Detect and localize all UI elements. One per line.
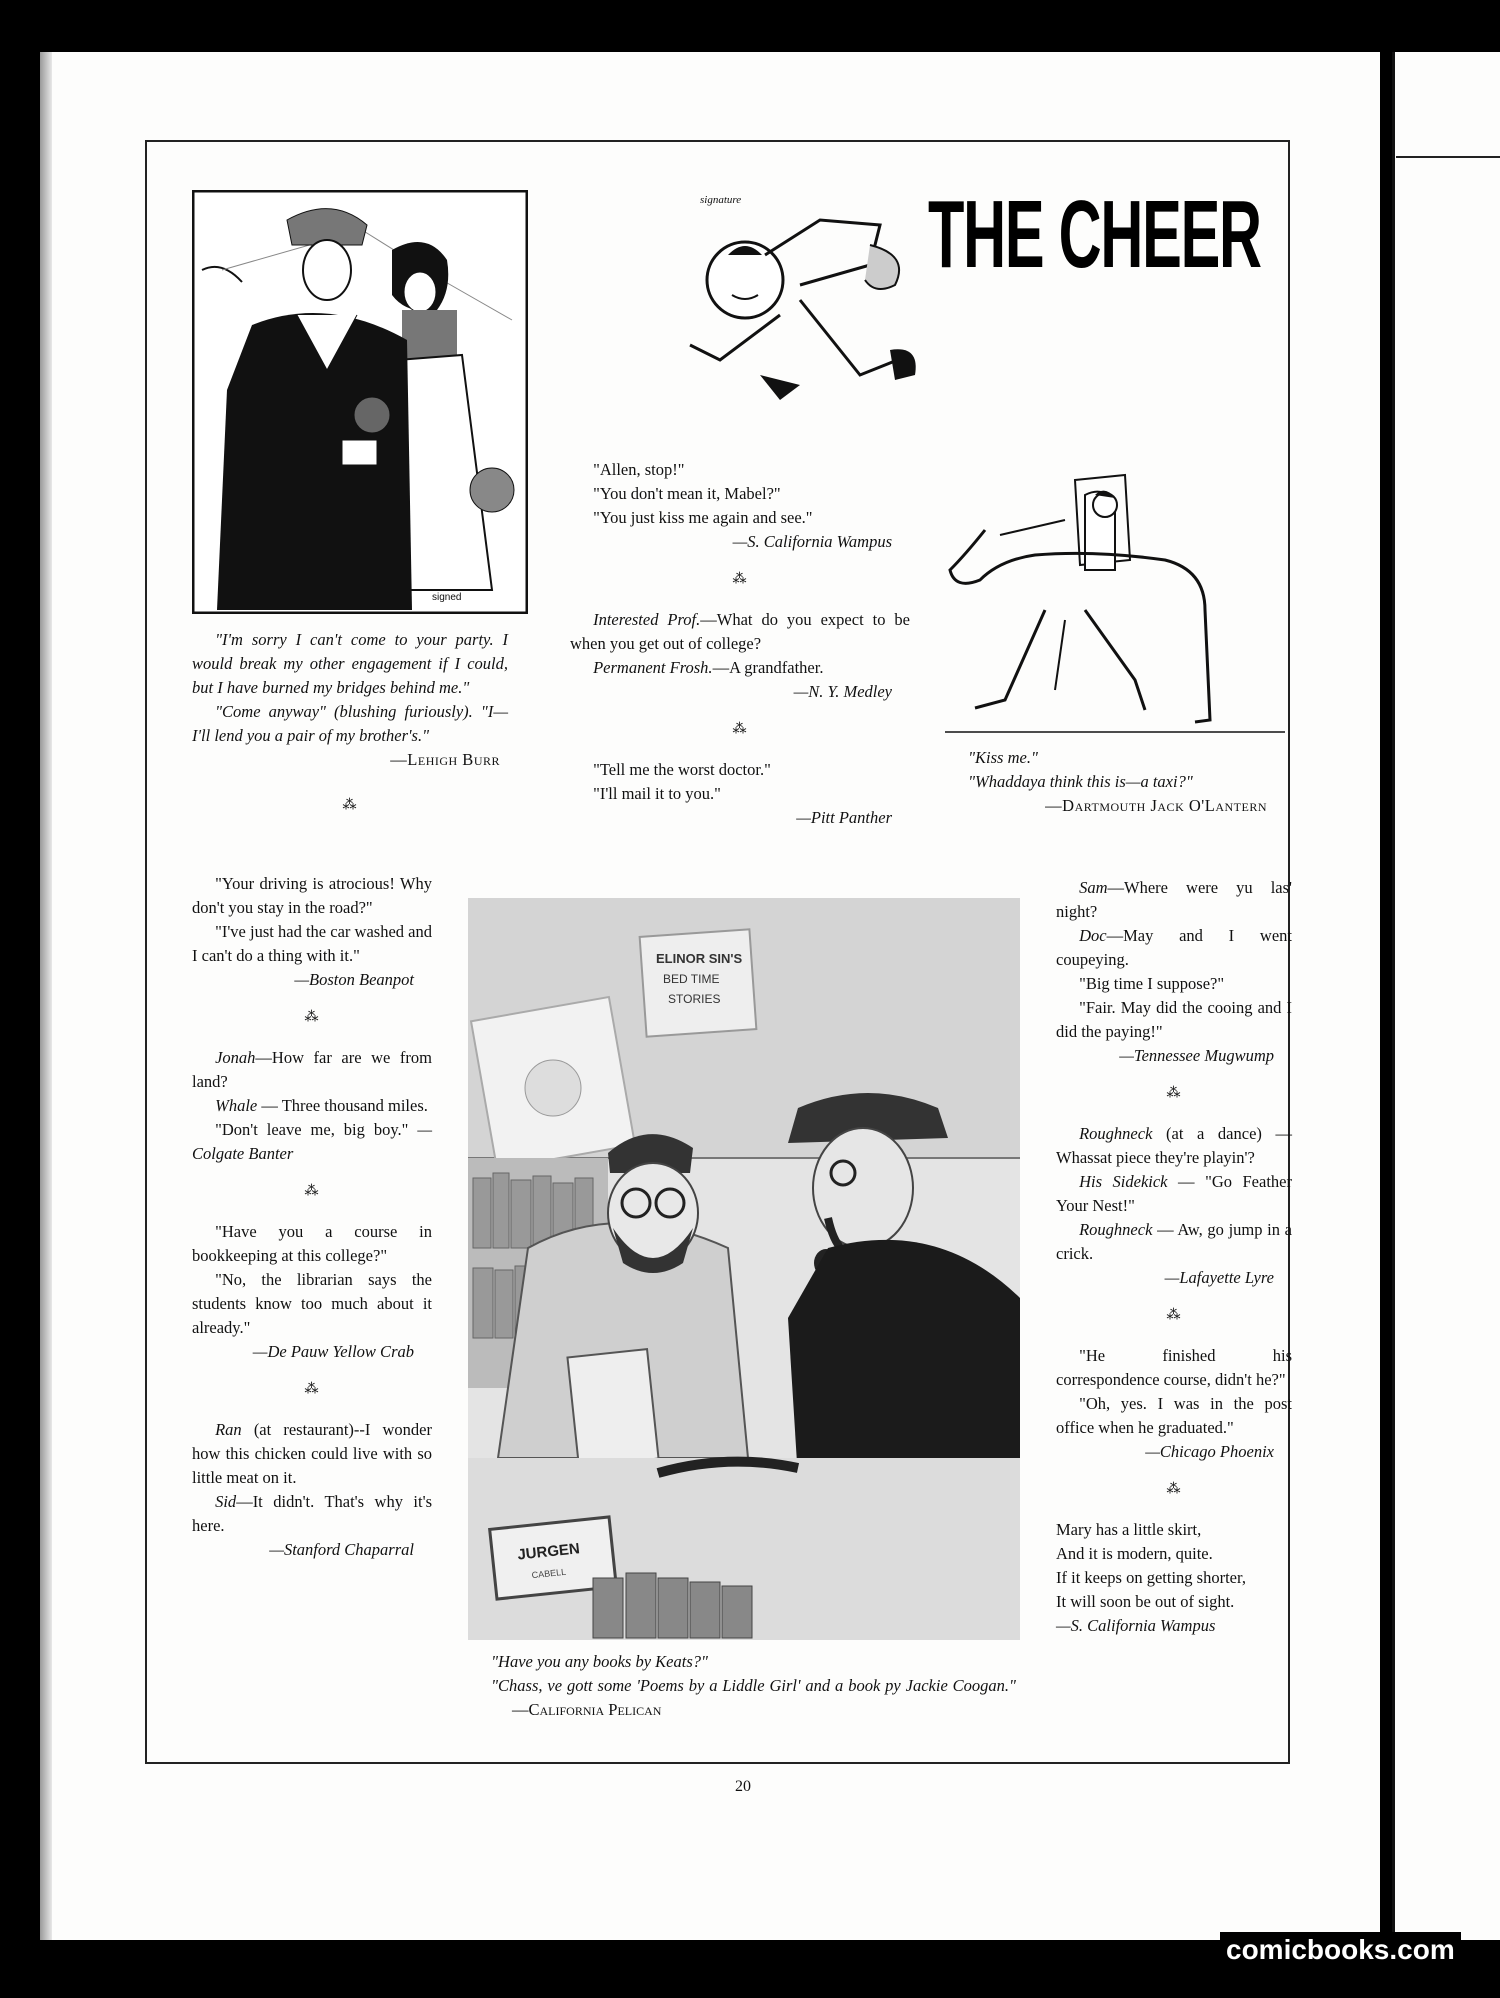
joke-line: "He finished his correspondence course, didn't he?" — [1056, 1346, 1292, 1389]
joke-line: "Have you a course in bookkeeping at this college?" — [192, 1222, 432, 1265]
camel-taxi-illustration — [945, 460, 1285, 738]
joke-line: —What do you expect to be when you get out of college? — [570, 610, 910, 653]
svg-text:CABELL: CABELL — [531, 1566, 567, 1581]
separator: ⁂ — [1166, 1086, 1182, 1101]
svg-text:BED TIME: BED TIME — [663, 972, 720, 986]
caption-source: —Lehigh Burr — [390, 750, 500, 769]
separator: ⁂ — [342, 798, 358, 813]
joke-source: —Colgate Banter — [192, 1120, 433, 1163]
couple-illustration — [192, 190, 528, 614]
joke-line: —May and I went coupeying. — [1056, 926, 1292, 969]
joke-line: "Fair. May did the cooing and I did the paying!" — [1056, 998, 1292, 1041]
speaker: Sam — [1079, 878, 1108, 897]
caption-source: —Dartmouth Jack O'Lantern — [1045, 796, 1267, 815]
section-title: THE CHEER — [928, 181, 1261, 288]
joke-line: "Don't leave me, big boy." — [215, 1120, 409, 1139]
joke-line: —Where were yu las' night? — [1056, 878, 1292, 921]
joke-line: —How far are we from land? — [192, 1048, 432, 1091]
svg-text:ELINOR SIN'S: ELINOR SIN'S — [656, 951, 743, 966]
speaker: Whale — [215, 1096, 258, 1115]
speaker: Roughneck — [1079, 1124, 1153, 1143]
joke-line: —A grandfather. — [712, 658, 824, 677]
joke-source: —Stanford Chaparral — [269, 1540, 414, 1559]
joke-source: —Boston Beanpot — [294, 970, 414, 989]
caption-line: "Whaddaya think this is—a taxi?" — [968, 772, 1193, 791]
svg-text:STORIES: STORIES — [668, 992, 721, 1006]
page-number: 20 — [735, 1778, 751, 1795]
watermark: comicbooks.com — [1220, 1932, 1461, 1968]
svg-text:signed: signed — [432, 592, 462, 603]
joke-line: "I've just had the car washed and I can't do a thing with it." — [192, 922, 432, 965]
joke-source: —N. Y. Medley — [793, 682, 892, 701]
poem-line: Mary has a little skirt, — [1056, 1520, 1202, 1539]
caption-top-left — [192, 628, 508, 834]
separator: ⁂ — [304, 1010, 320, 1025]
speaker: Permanent Frosh. — [593, 658, 713, 677]
caption-line: "Chass, ve gott some 'Poems by a Liddle Girl' and a book py Jackie Coogan." — [491, 1676, 1016, 1695]
caption-top-right — [945, 746, 1275, 818]
joke-line: "No, the librarian says the students know too much about it already." — [192, 1270, 432, 1337]
joke-source: —Chicago Phoenix — [1145, 1442, 1274, 1461]
running-man-illustration — [670, 185, 930, 425]
poem-line: And it is modern, quite. — [1056, 1544, 1213, 1563]
joke-line: "Oh, yes. I was in the post office when he graduated." — [1056, 1394, 1292, 1437]
speaker: His Sidekick — [1079, 1172, 1168, 1191]
caption-line: "I'm sorry I can't come to your party. I would break my other engagement if I could, but I have burned my bridges behind me." — [192, 630, 508, 697]
speaker: Doc — [1079, 926, 1107, 945]
joke-source: —S. California Wampus — [732, 532, 892, 551]
joke-line: "You just kiss me again and see." — [593, 508, 813, 527]
separator: ⁂ — [304, 1184, 320, 1199]
separator: ⁂ — [1166, 1482, 1182, 1497]
joke-source: —Pitt Panther — [796, 808, 892, 827]
joke-line: (at a dance) —Whassat piece they're playin'? — [1056, 1124, 1292, 1167]
separator: ⁂ — [1166, 1308, 1182, 1323]
svg-text:JURGEN: JURGEN — [516, 1540, 581, 1564]
caption-line: "Come anyway" (blushing furiously). "I—I'll lend you a pair of my brother's." — [192, 702, 508, 745]
poem-line: If it keeps on getting shorter, — [1056, 1568, 1246, 1587]
joke-source: —S. California Wampus — [1056, 1616, 1216, 1635]
joke-line: "Big time I suppose?" — [1079, 974, 1225, 993]
speaker: Ran — [215, 1420, 242, 1439]
right-jokes — [1056, 876, 1292, 1638]
speaker: Roughneck — [1079, 1220, 1153, 1239]
joke-source: —Tennessee Mugwump — [1119, 1046, 1274, 1065]
joke-line: "Allen, stop!" — [593, 460, 685, 479]
caption-line: "Have you any books by Keats?" — [491, 1652, 708, 1671]
joke-line: "Tell me the worst doctor." — [593, 760, 771, 779]
middle-jokes — [570, 458, 910, 830]
speaker: Interested Prof. — [593, 610, 701, 629]
joke-line: — Aw, go jump in a crick. — [1056, 1220, 1292, 1263]
speaker: Jonah — [215, 1048, 256, 1067]
joke-line: — Three thousand miles. — [257, 1096, 428, 1115]
caption-center — [468, 1650, 1016, 1722]
speaker: Sid — [215, 1492, 237, 1511]
joke-line: (at restaurant)--I wonder how this chicken could live with so little meat on it. — [192, 1420, 432, 1487]
joke-line: —It didn't. That's why it's here. — [192, 1492, 432, 1535]
svg-text:signature: signature — [700, 194, 742, 206]
joke-line: "You don't mean it, Mabel?" — [593, 484, 781, 503]
left-jokes — [192, 872, 432, 1562]
caption-line: "Kiss me." — [968, 748, 1038, 767]
bookshop-cartoon — [468, 898, 1020, 1640]
joke-line: "I'll mail it to you." — [593, 784, 721, 803]
caption-source: —California Pelican — [512, 1700, 662, 1719]
poem-line: It will soon be out of sight. — [1056, 1592, 1235, 1611]
page-spine — [40, 52, 52, 1940]
joke-source: —De Pauw Yellow Crab — [252, 1342, 414, 1361]
joke-source: —Lafayette Lyre — [1164, 1268, 1274, 1287]
facing-page-edge — [1392, 52, 1500, 1940]
joke-line: "Your driving is atrocious! Why don't you stay in the road?" — [192, 874, 432, 917]
separator: ⁂ — [732, 722, 748, 737]
separator: ⁂ — [732, 572, 748, 587]
separator: ⁂ — [304, 1382, 320, 1397]
joke-line: — "Go Feather Your Nest!" — [1056, 1172, 1292, 1215]
